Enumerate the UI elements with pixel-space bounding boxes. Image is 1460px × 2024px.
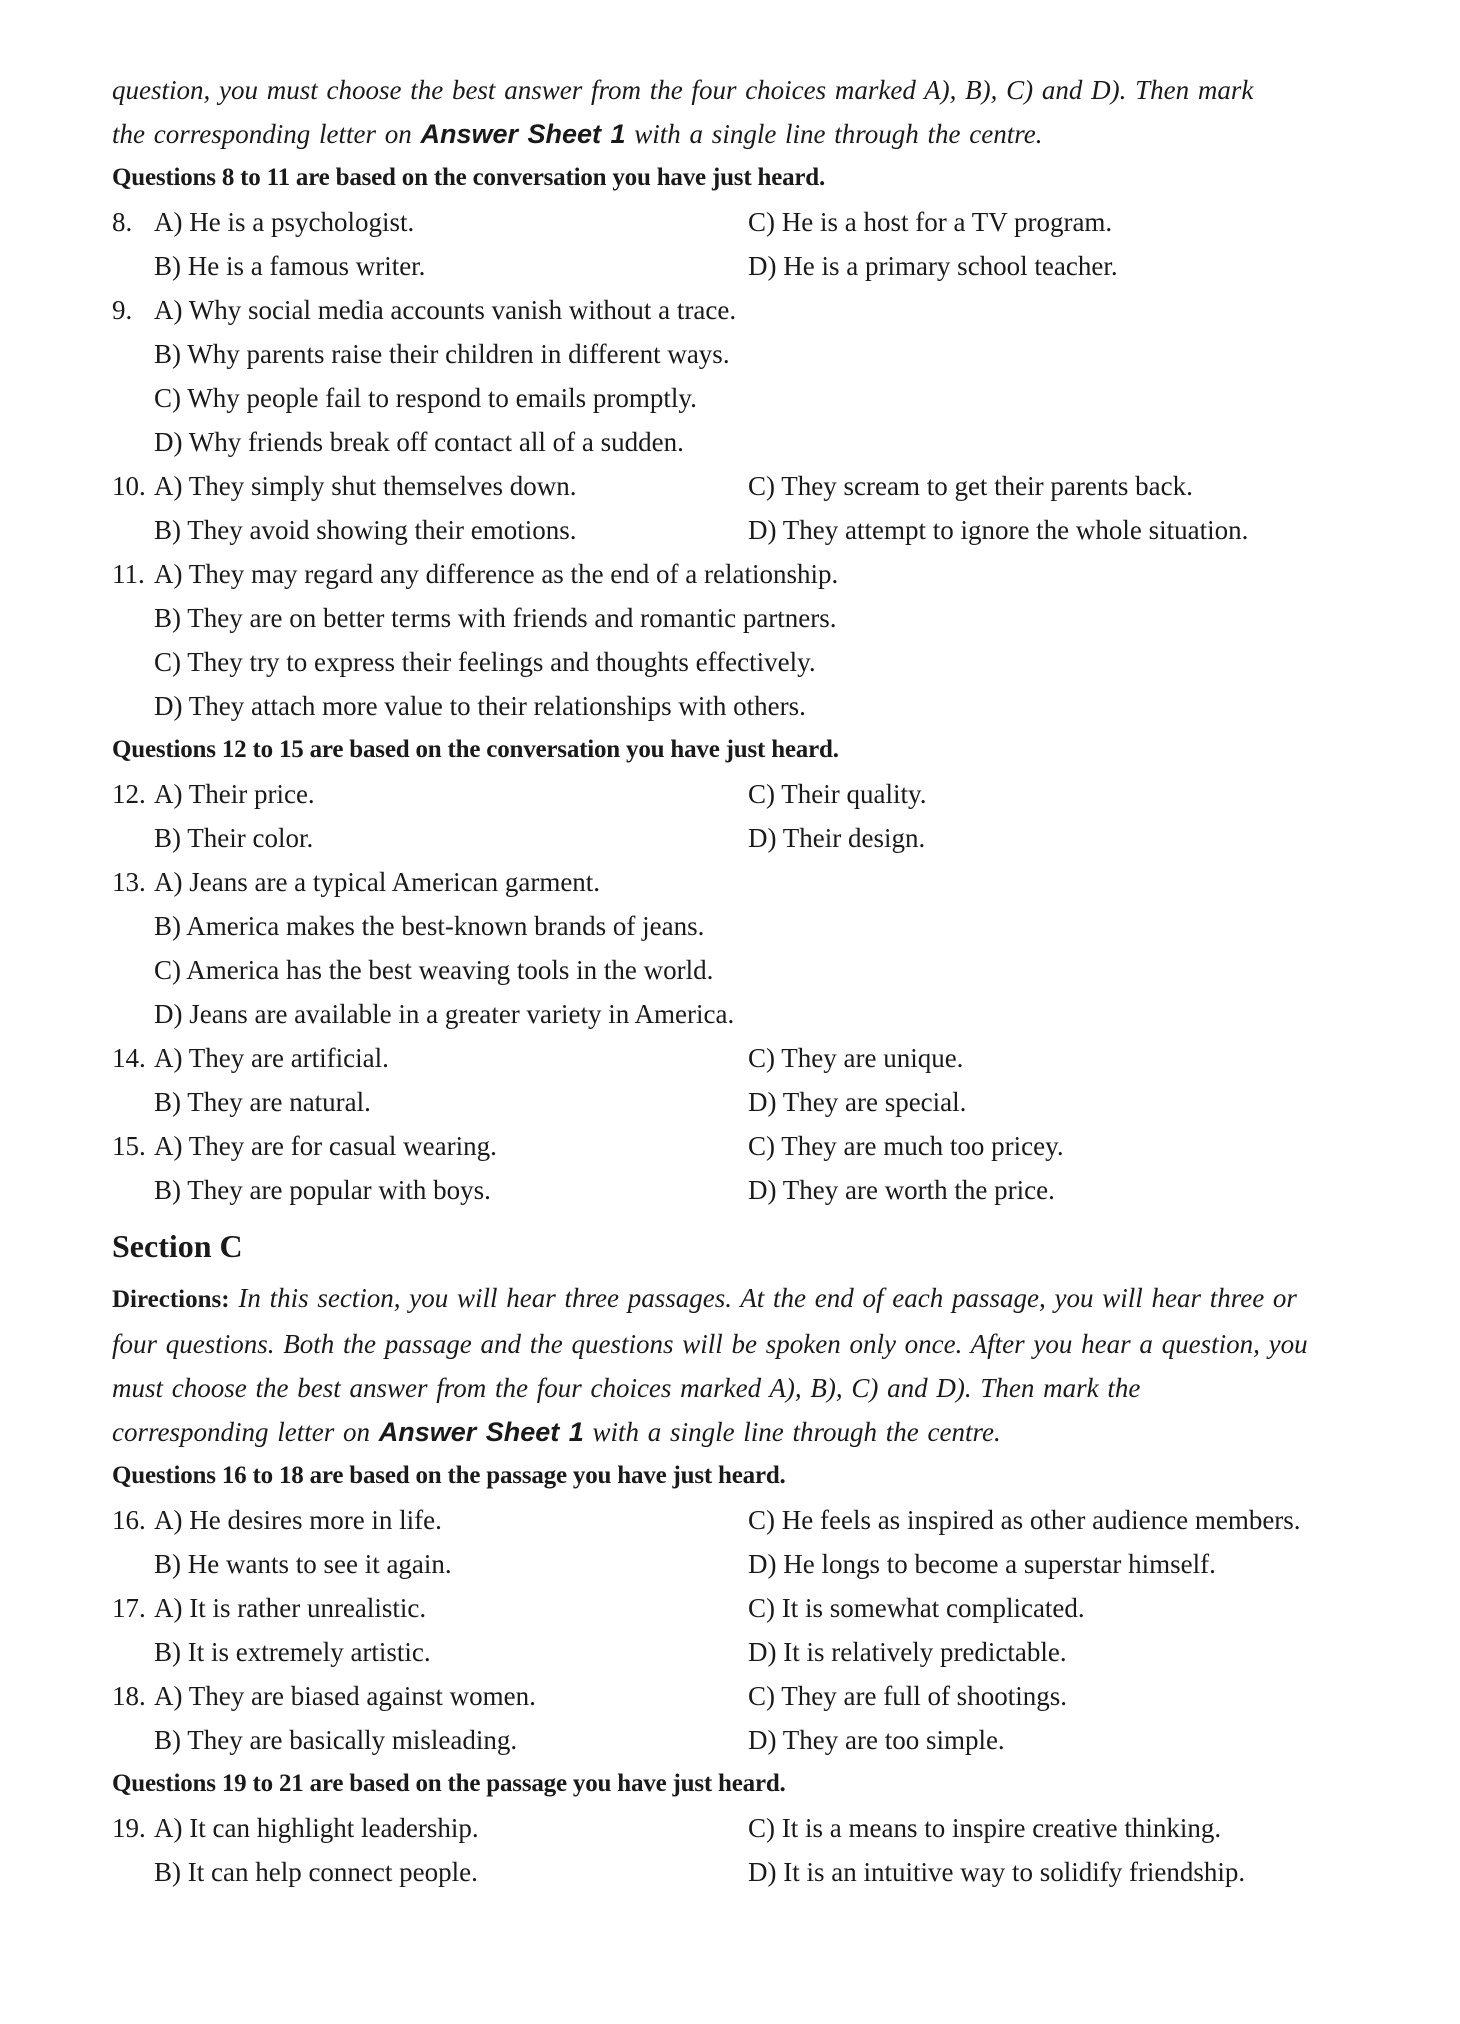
question-group-heading: Questions 16 to 18 are based on the passage you have just heard.: [112, 1462, 786, 1489]
question-number: 12.: [112, 779, 146, 809]
option-row: [112, 1080, 1362, 1124]
answer-sheet-label: Answer Sheet 1: [378, 1417, 584, 1447]
option-row: [112, 860, 1362, 904]
option-row: [112, 904, 1362, 948]
answer-option: A) Their price.: [154, 779, 315, 809]
option-row: [112, 332, 1362, 376]
question-item: [112, 1498, 1362, 1586]
question-number: 9.: [112, 295, 133, 325]
intro-line-1: question, you must choose the best answer from the four choices marked A), B), C) and D). Then mark: [112, 75, 1254, 105]
option-row: [112, 1542, 1362, 1586]
option-row: [112, 1674, 1362, 1718]
question-item: [112, 1586, 1362, 1674]
answer-option: B) They are basically misleading.: [154, 1725, 518, 1755]
directions-line-4-post: with a single line through the centre.: [583, 1417, 1001, 1447]
answer-option: C) Their quality.: [748, 779, 927, 809]
answer-option: D) Their design.: [748, 823, 926, 853]
answer-option: D) It is relatively predictable.: [748, 1637, 1067, 1667]
answer-option: B) Their color.: [154, 823, 314, 853]
answer-option: D) Jeans are available in a greater variety in America.: [154, 999, 735, 1029]
option-left: [112, 992, 734, 1036]
answer-option: B) America makes the best-known brands of jeans.: [154, 911, 705, 941]
answer-option: A) They may regard any difference as the end of a relationship.: [154, 559, 839, 589]
directions-line-4-pre: corresponding letter on: [112, 1417, 379, 1447]
answer-option: A) They are for casual wearing.: [154, 1131, 497, 1161]
option-left: [112, 1718, 517, 1762]
answer-option: C) He is a host for a TV program.: [748, 207, 1113, 237]
answer-sheet-label: Answer Sheet 1: [420, 119, 626, 149]
answer-option: D) They attach more value to their relationships with others.: [154, 691, 806, 721]
question-group: [112, 1454, 1362, 1762]
option-left: [112, 1586, 426, 1630]
answer-option: D) They are special.: [748, 1087, 967, 1117]
answer-option: A) He desires more in life.: [154, 1505, 442, 1535]
question-number: 11.: [112, 559, 145, 589]
answer-option: B) It is extremely artistic.: [154, 1637, 431, 1667]
question-number: 17.: [112, 1593, 146, 1623]
question-number: 8.: [112, 207, 133, 237]
option-left: [112, 772, 315, 816]
option-left: [112, 904, 704, 948]
answer-option: D) Why friends break off contact all of a sudden.: [154, 427, 684, 457]
option-left: [112, 376, 697, 420]
option-left: [112, 860, 600, 904]
option-row: [112, 992, 1362, 1036]
option-left: [112, 684, 806, 728]
answer-option: A) It is rather unrealistic.: [154, 1593, 427, 1623]
option-left: [112, 1850, 478, 1894]
option-row: [112, 1124, 1362, 1168]
answer-option: A) It can highlight leadership.: [154, 1813, 479, 1843]
intro-line-2: [112, 112, 1362, 156]
question-group-heading: Questions 19 to 21 are based on the passage you have just heard.: [112, 1770, 786, 1797]
option-left: [112, 1036, 389, 1080]
question-number: 18.: [112, 1681, 146, 1711]
question-item: [112, 464, 1362, 552]
answer-option: D) They are worth the price.: [748, 1175, 1055, 1205]
option-row: [112, 1498, 1362, 1542]
option-row: [112, 1806, 1362, 1850]
intro-directions: [112, 68, 1362, 156]
question-number: 19.: [112, 1813, 146, 1843]
section-c-title: Section C: [112, 1228, 243, 1264]
option-row: [112, 200, 1362, 244]
option-left: [112, 1630, 431, 1674]
answer-option: A) They are artificial.: [154, 1043, 389, 1073]
question-group: [112, 1762, 1362, 1894]
question-item: [112, 1674, 1362, 1762]
option-left: [112, 420, 684, 464]
answer-option: C) They scream to get their parents back.: [748, 471, 1193, 501]
directions-line-3: must choose the best answer from the four choices marked A), B), C) and D). Then mark the: [112, 1373, 1141, 1403]
option-row: [112, 948, 1362, 992]
intro-line-2-pre: the corresponding letter on: [112, 119, 421, 149]
option-row: [112, 552, 1362, 596]
question-groups-c: [112, 1454, 1362, 1894]
option-row: [112, 596, 1362, 640]
option-row: [112, 288, 1362, 332]
answer-option: B) He wants to see it again.: [154, 1549, 452, 1579]
answer-option: A) Jeans are a typical American garment.: [154, 867, 601, 897]
answer-option: B) It can help connect people.: [154, 1857, 478, 1887]
question-item: [112, 1036, 1362, 1124]
directions-label: Directions:: [112, 1286, 230, 1313]
question-group: [112, 728, 1362, 1212]
answer-option: A) Why social media accounts vanish without a trace.: [154, 295, 737, 325]
question-item: [112, 200, 1362, 288]
question-item: [112, 860, 1362, 1036]
answer-option: C) Why people fail to respond to emails promptly.: [154, 383, 697, 413]
answer-option: C) America has the best weaving tools in the world.: [154, 955, 714, 985]
answer-option: A) They are biased against women.: [154, 1681, 536, 1711]
answer-option: D) They attempt to ignore the whole situation.: [748, 515, 1249, 545]
option-row: [112, 816, 1362, 860]
question-group-heading: Questions 12 to 15 are based on the conversation you have just heard.: [112, 736, 839, 763]
directions-line-4: [112, 1410, 1362, 1454]
option-left: [112, 1806, 479, 1850]
answer-option: B) He is a famous writer.: [154, 251, 426, 281]
option-row: [112, 1168, 1362, 1212]
question-item: [112, 1124, 1362, 1212]
option-left: [112, 464, 576, 508]
option-row: [112, 464, 1362, 508]
answer-option: B) They are popular with boys.: [154, 1175, 491, 1205]
option-row: [112, 508, 1362, 552]
answer-option: D) They are too simple.: [748, 1725, 1005, 1755]
question-item: [112, 1806, 1362, 1894]
option-left: [112, 332, 730, 376]
question-item: [112, 288, 1362, 464]
answer-option: C) They try to express their feelings and thoughts effectively.: [154, 647, 816, 677]
option-left: [112, 288, 736, 332]
option-row: [112, 1718, 1362, 1762]
option-row: [112, 640, 1362, 684]
option-row: [112, 376, 1362, 420]
question-number: 14.: [112, 1043, 146, 1073]
option-row: [112, 244, 1362, 288]
option-row: [112, 420, 1362, 464]
answer-option: B) They are natural.: [154, 1087, 371, 1117]
option-left: [112, 1674, 536, 1718]
option-left: [112, 1080, 371, 1124]
question-item: [112, 772, 1362, 860]
answer-option: D) He is a primary school teacher.: [748, 251, 1118, 281]
option-left: [112, 596, 837, 640]
option-left: [112, 1542, 452, 1586]
option-left: [112, 552, 838, 596]
answer-option: B) They avoid showing their emotions.: [154, 515, 577, 545]
question-number: 10.: [112, 471, 146, 501]
option-left: [112, 244, 425, 288]
option-row: [112, 772, 1362, 816]
exam-page: [112, 68, 1362, 1894]
answer-option: D) It is an intuitive way to solidify friendship.: [748, 1857, 1246, 1887]
question-number: 16.: [112, 1505, 146, 1535]
question-number: 13.: [112, 867, 146, 897]
answer-option: C) They are unique.: [748, 1043, 964, 1073]
option-row: [112, 1850, 1362, 1894]
answer-option: B) They are on better terms with friends and romantic partners.: [154, 603, 837, 633]
answer-option: C) It is somewhat complicated.: [748, 1593, 1085, 1623]
question-group-heading: Questions 8 to 11 are based on the conversation you have just heard.: [112, 164, 826, 191]
answer-option: A) They simply shut themselves down.: [154, 471, 577, 501]
option-left: [112, 508, 576, 552]
answer-option: D) He longs to become a superstar himself.: [748, 1549, 1216, 1579]
option-row: [112, 684, 1362, 728]
directions-line-1: [112, 1276, 1362, 1322]
answer-option: C) They are much too pricey.: [748, 1131, 1064, 1161]
option-row: [112, 1036, 1362, 1080]
option-row: [112, 1586, 1362, 1630]
section-c-directions: [112, 1276, 1362, 1454]
intro-line-2-post: with a single line through the centre.: [625, 119, 1043, 149]
option-row: [112, 1630, 1362, 1674]
directions-line-2: four questions. Both the passage and the questions will be spoken only once. After you hear a question, you: [112, 1329, 1308, 1359]
option-left: [112, 1498, 442, 1542]
answer-option: A) He is a psychologist.: [154, 207, 415, 237]
question-number: 15.: [112, 1131, 146, 1161]
question-group: [112, 156, 1362, 728]
question-groups-b: [112, 156, 1362, 1212]
answer-option: C) They are full of shootings.: [748, 1681, 1067, 1711]
answer-option: B) Why parents raise their children in different ways.: [154, 339, 730, 369]
answer-option: C) It is a means to inspire creative thinking.: [748, 1813, 1222, 1843]
option-left: [112, 1168, 491, 1212]
option-left: [112, 1124, 497, 1168]
option-left: [112, 948, 713, 992]
option-left: [112, 816, 313, 860]
directions-line-1-text: In this section, you will hear three passages. At the end of each passage, you will hear three or: [229, 1283, 1297, 1313]
option-left: [112, 200, 414, 244]
option-left: [112, 640, 816, 684]
question-item: [112, 552, 1362, 728]
answer-option: C) He feels as inspired as other audience members.: [748, 1505, 1301, 1535]
